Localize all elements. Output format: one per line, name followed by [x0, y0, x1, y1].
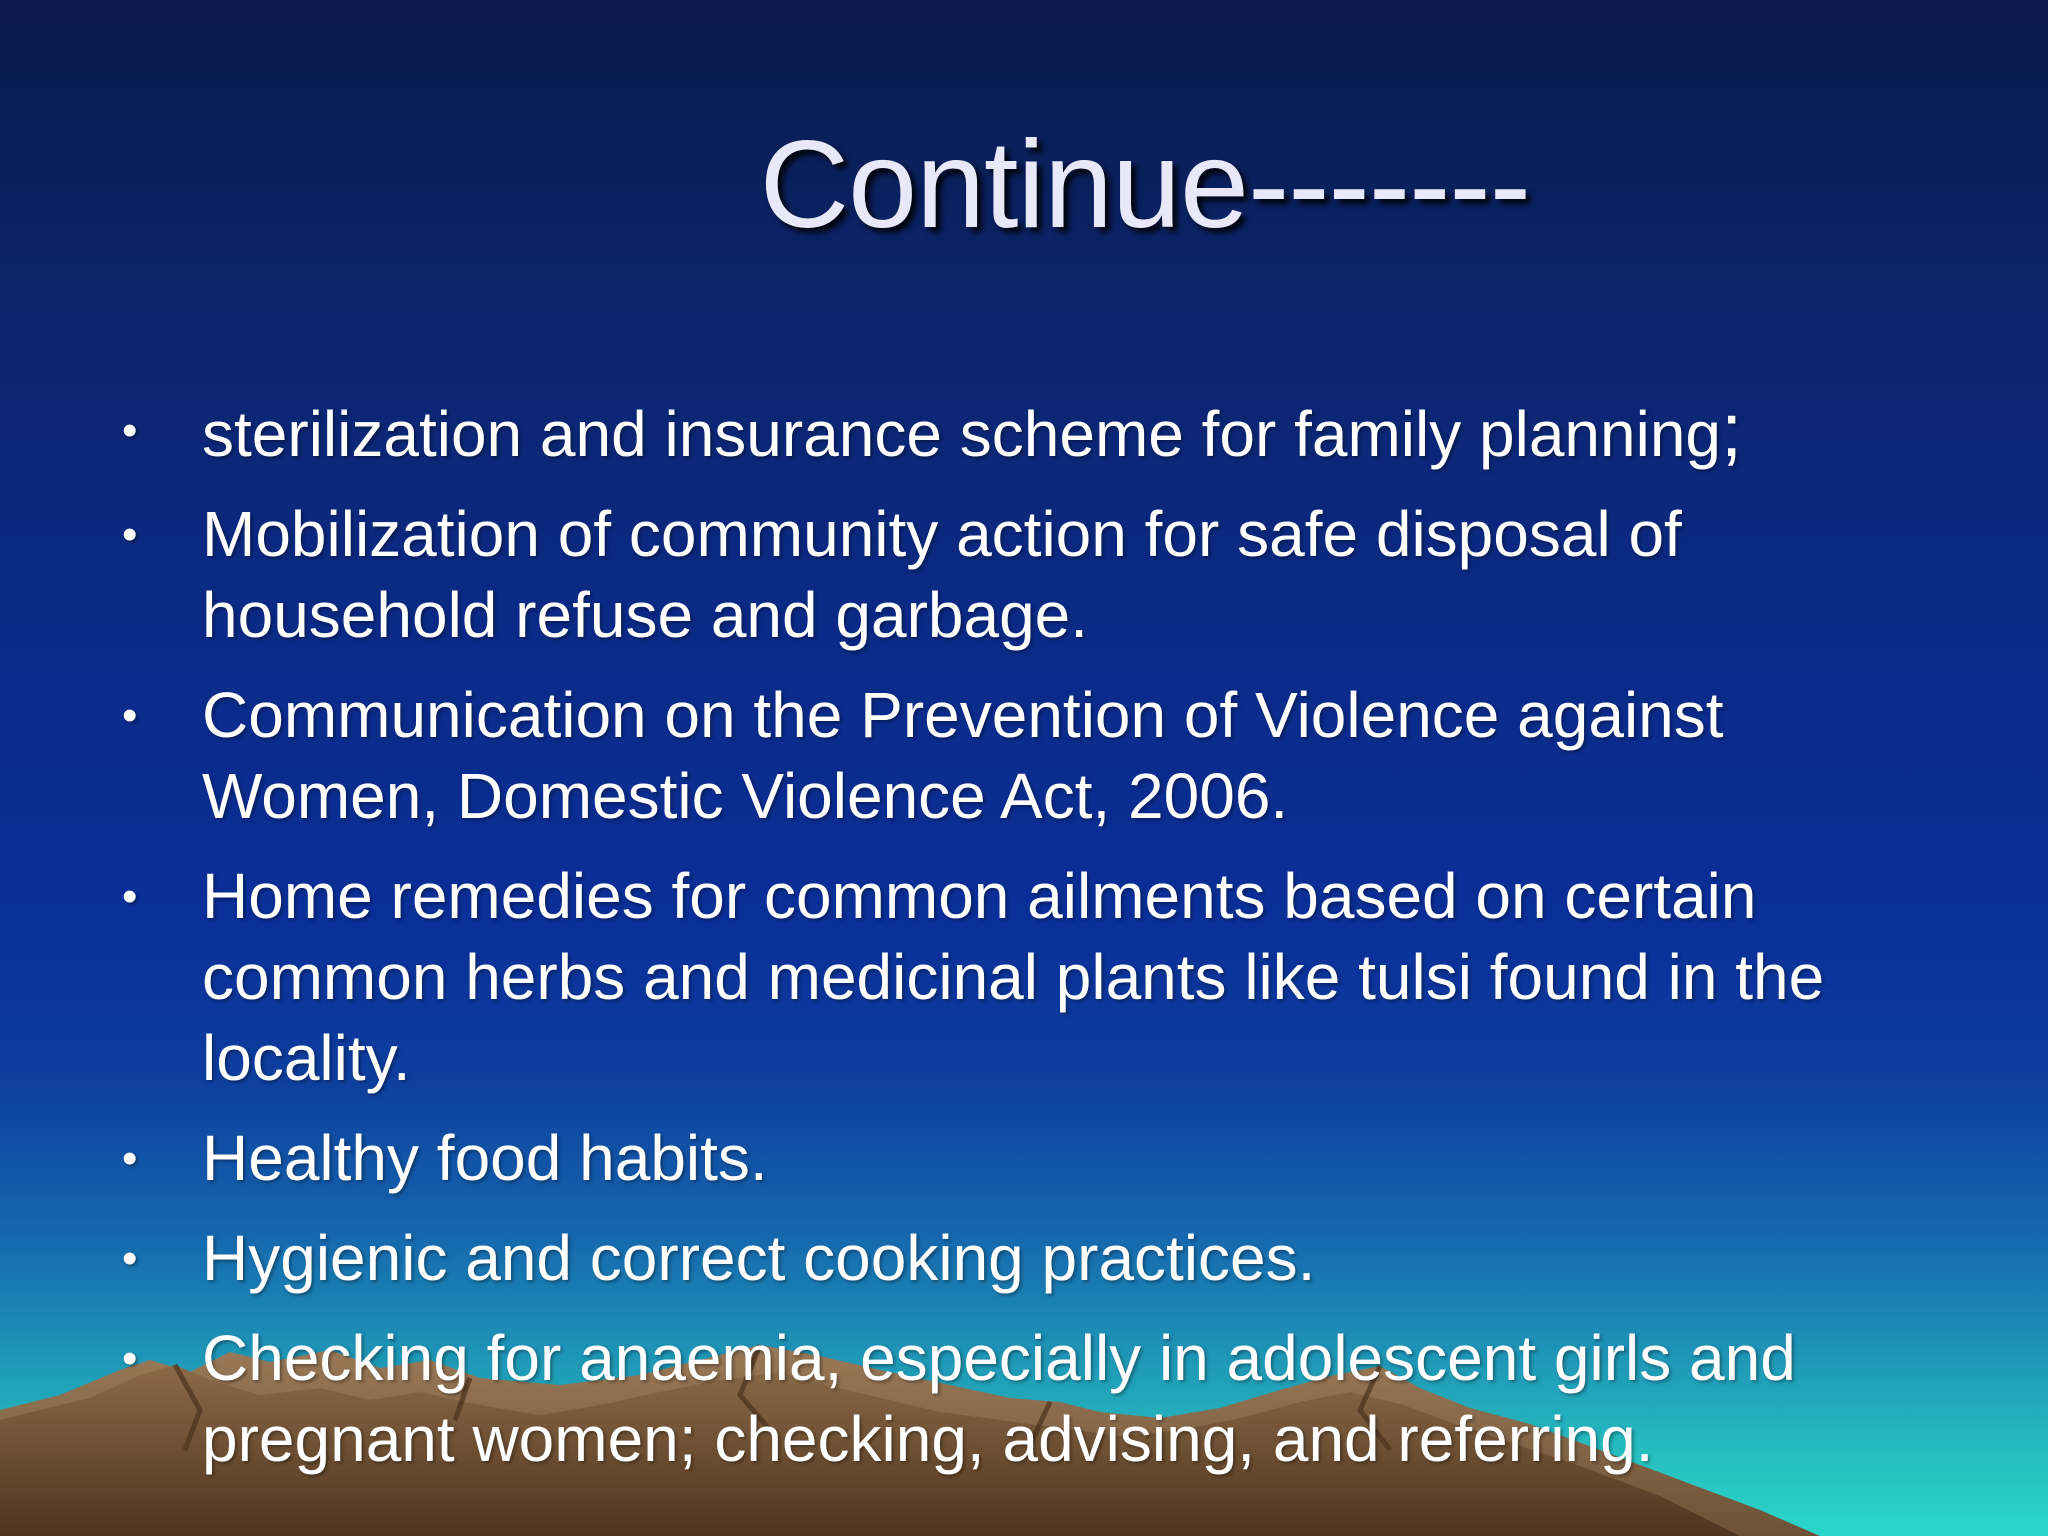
- bullet-text: Home remedies for common ailments based on certain common herbs and medicinal plants like tulsi found in the locality.: [202, 860, 1825, 1094]
- slide-title: Continue-------: [759, 116, 1530, 254]
- bullet-icon: •: [122, 1234, 138, 1283]
- bullet-text: sterilization and insurance scheme for family planning: [202, 398, 1721, 470]
- bullet-item-4: [120, 856, 1950, 1099]
- bullet-text: Mobilization of community action for safe disposal of household refuse and garbage.: [202, 498, 1682, 651]
- bullet-text: Hygienic and correct cooking practices.: [202, 1222, 1316, 1294]
- bullet-icon: •: [122, 1134, 138, 1183]
- bullet-icon: •: [122, 406, 138, 455]
- bullet-suffix: ;: [1721, 388, 1743, 473]
- bullet-text: Communication on the Prevention of Violence against Women, Domestic Violence Act, 2006.: [202, 679, 1724, 832]
- bullet-item-3: [120, 675, 1950, 837]
- bullet-icon: •: [122, 691, 138, 740]
- bullet-item-6: [120, 1218, 1950, 1299]
- bullet-icon: •: [122, 872, 138, 921]
- bullet-icon: •: [122, 1334, 138, 1383]
- bullet-text: Checking for anaemia, especially in adolescent girls and pregnant women; checking, advising, and referring.: [202, 1322, 1796, 1475]
- bullet-list: [120, 390, 1950, 1499]
- bullet-text: Healthy food habits.: [202, 1122, 768, 1194]
- bullet-icon: •: [122, 510, 138, 559]
- bullet-item-7: [120, 1318, 1950, 1480]
- bullet-item-2: [120, 494, 1950, 656]
- bullet-item-5: [120, 1118, 1950, 1199]
- bullet-item-1: [120, 390, 1950, 475]
